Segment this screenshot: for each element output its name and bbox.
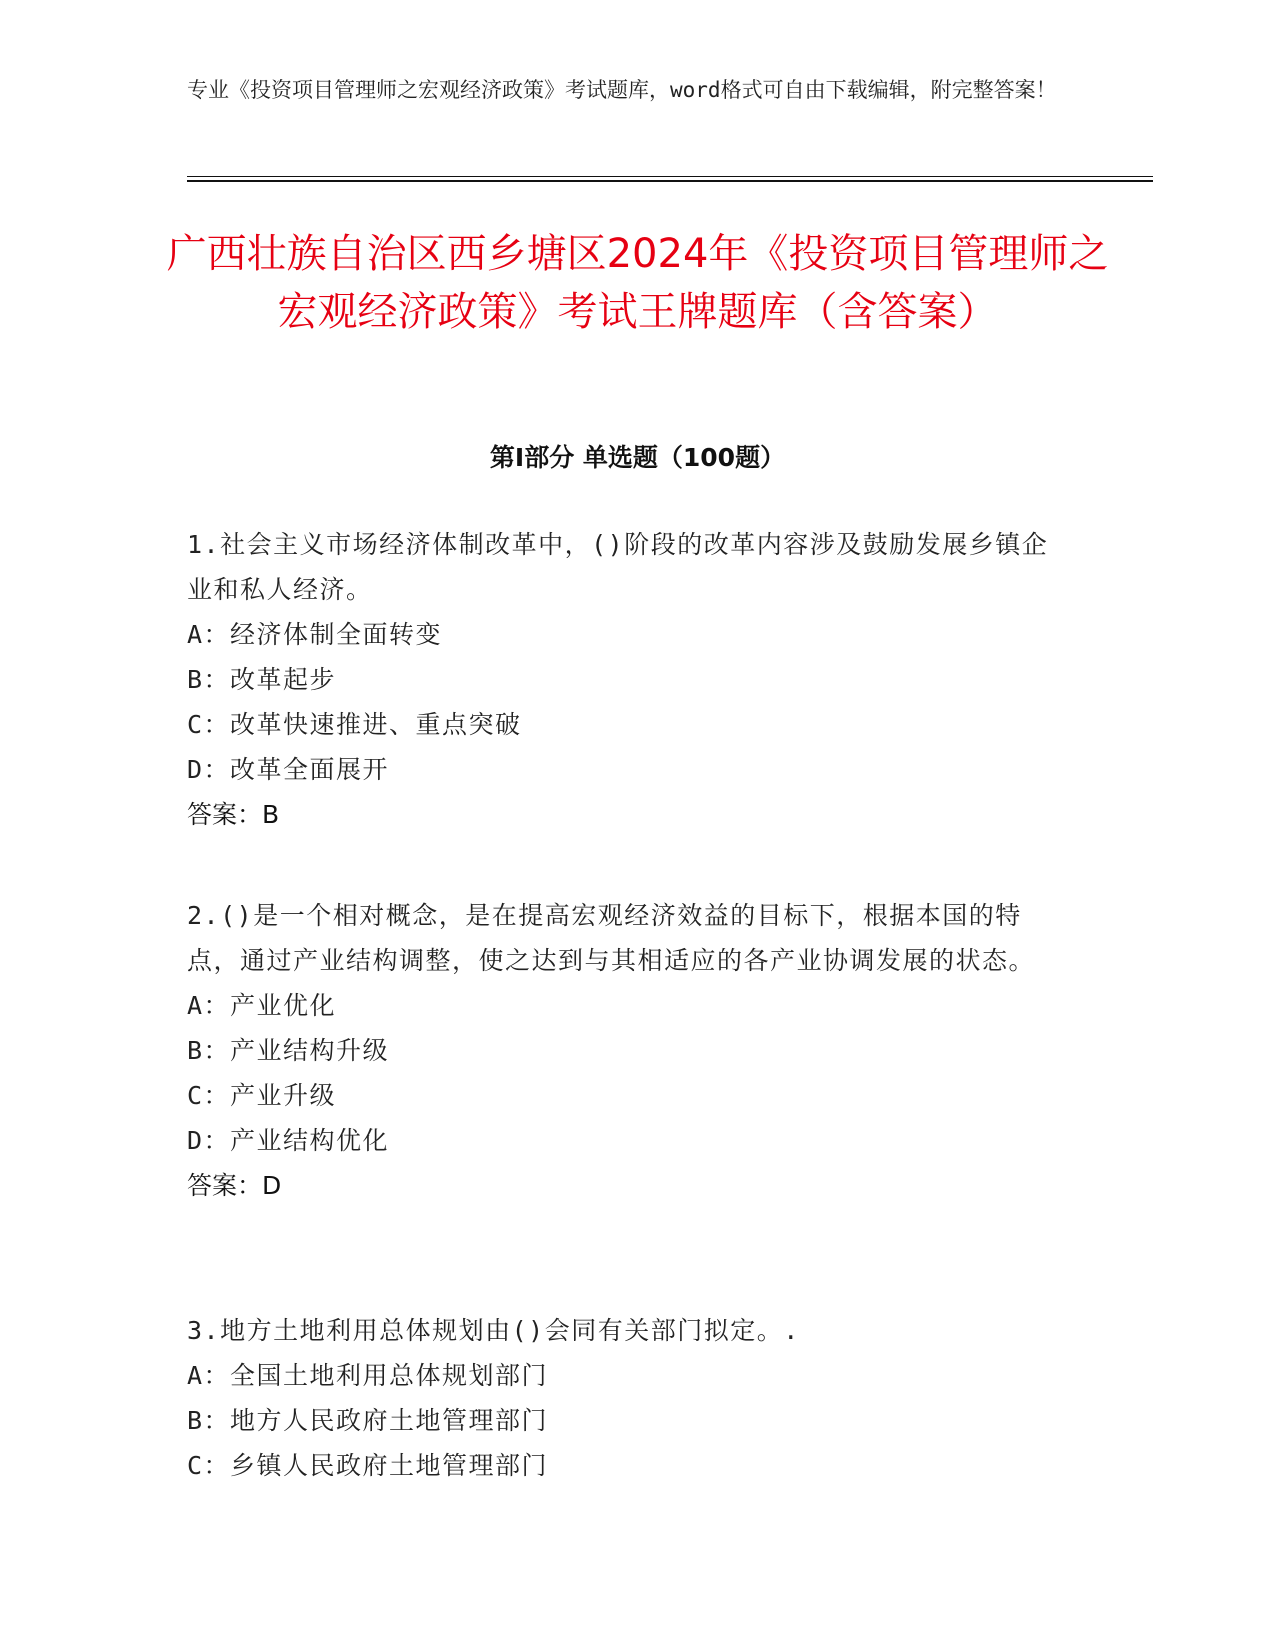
option-a: A：全国土地利用总体规划部门 (187, 1361, 549, 1390)
answer: 答案：B (187, 800, 280, 829)
option-b: B：地方人民政府土地管理部门 (187, 1406, 549, 1435)
question-text: 3.地方土地利用总体规划由()会同有关部门拟定。. (187, 1316, 800, 1345)
option-c: C：产业升级 (187, 1081, 337, 1110)
answer: 答案：D (187, 1171, 282, 1200)
option-a: A：产业优化 (187, 991, 337, 1020)
question-1 (187, 522, 1067, 837)
header-divider-thick (187, 180, 1153, 182)
question-text: 1.社会主义市场经济体制改革中，()阶段的改革内容涉及鼓励发展乡镇企业和私人经济。 (187, 530, 1049, 604)
option-b: B：产业结构升级 (187, 1036, 390, 1065)
header-divider (187, 176, 1153, 177)
document-title: 广西壮族自治区西乡塘区2024年《投资项目管理师之宏观经济政策》考试王牌题库（含答案） (166, 231, 1109, 335)
option-a: A：经济体制全面转变 (187, 620, 443, 649)
question-3 (187, 1308, 1067, 1488)
question-text: 2.()是一个相对概念，是在提高宏观经济效益的目标下，根据本国的特点，通过产业结构调整，使之达到与其相适应的各产业协调发展的状态。 (187, 901, 1036, 975)
option-b: B：改革起步 (187, 665, 337, 694)
option-d: D：产业结构优化 (187, 1126, 390, 1155)
question-2 (187, 893, 1067, 1208)
option-d: D：改革全面展开 (187, 755, 390, 784)
header-note: 专业《投资项目管理师之宏观经济政策》考试题库，word格式可自由下载编辑，附完整答案！ (187, 78, 1057, 102)
option-c: C：改革快速推进、重点突破 (187, 710, 522, 739)
section-title: 第I部分 单选题（100题） (489, 443, 786, 472)
option-c: C：乡镇人民政府土地管理部门 (187, 1451, 549, 1480)
